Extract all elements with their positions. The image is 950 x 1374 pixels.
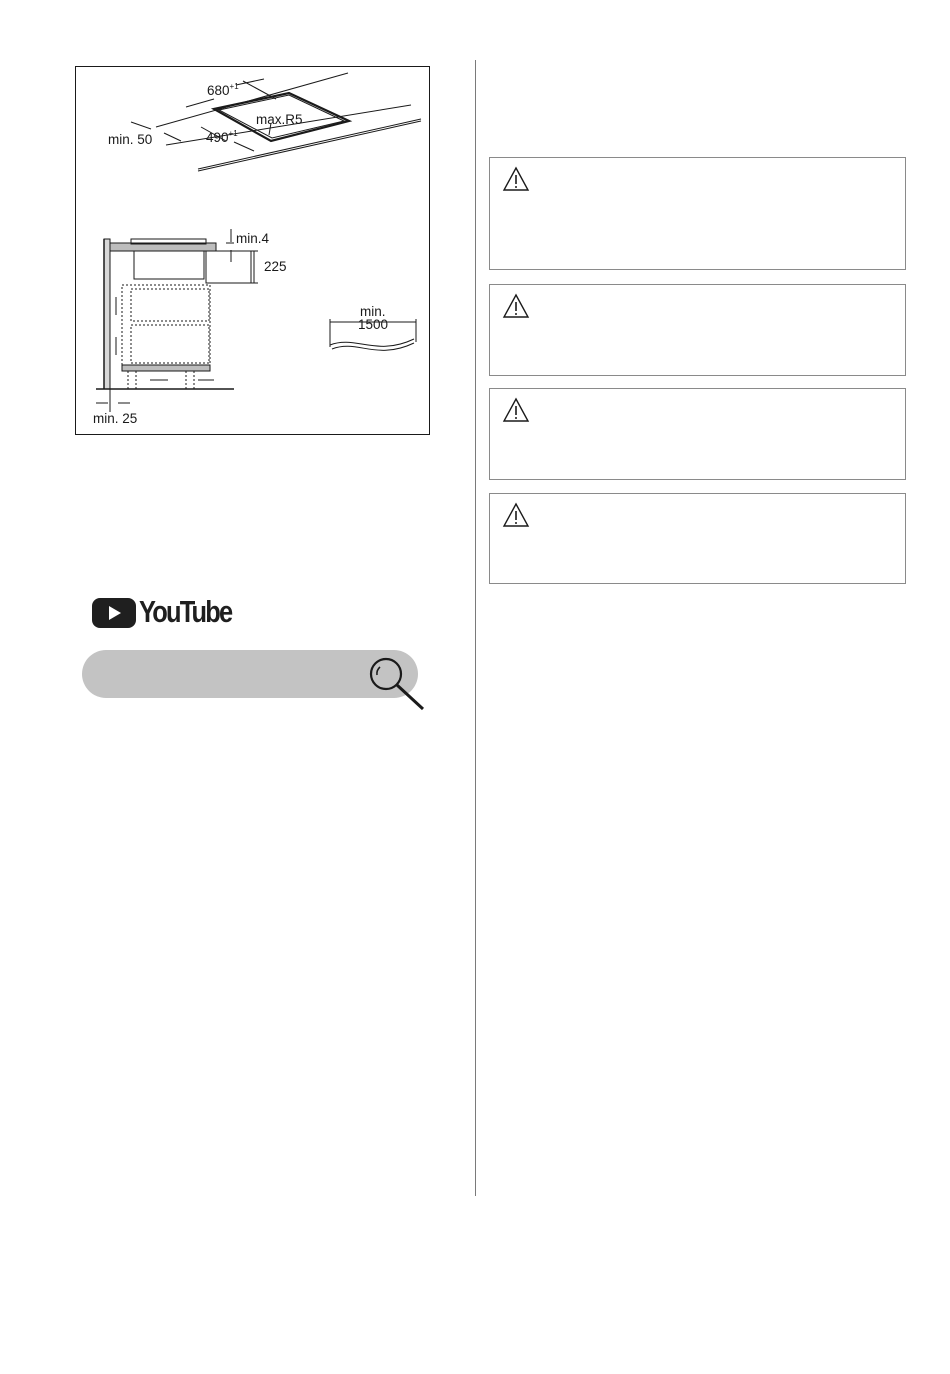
- warning-box-1: [489, 157, 906, 270]
- installation-drawing: [76, 67, 431, 436]
- warning-triangle-icon: [502, 166, 530, 192]
- youtube-wordmark: YouTube: [139, 594, 232, 629]
- warning-triangle-icon: [502, 397, 530, 423]
- svg-text:225: 225: [264, 259, 287, 274]
- svg-text:680+1: $680^{+1}$: [207, 82, 239, 98]
- svg-text:min. 25: min. 25: [93, 411, 138, 426]
- svg-text:min.4: min.4: [236, 231, 270, 246]
- magnifier-icon[interactable]: [367, 655, 427, 713]
- svg-text:1500: 1500: [358, 317, 389, 332]
- youtube-play-icon: [92, 597, 136, 629]
- svg-text:min.: min.: [360, 304, 386, 319]
- warning-triangle-icon: [502, 502, 530, 528]
- svg-text:max.R5: max.R5: [256, 112, 303, 127]
- warning-box-2: [489, 284, 906, 376]
- svg-text:490+1: $490^{+1}$: [206, 129, 238, 145]
- youtube-logo: [92, 594, 232, 631]
- column-divider: [475, 60, 476, 1196]
- installation-diagram: [75, 66, 430, 435]
- svg-text:min. 50: min. 50: [108, 132, 153, 147]
- warning-triangle-icon: [502, 293, 530, 319]
- warning-box-3: [489, 388, 906, 480]
- warning-box-4: [489, 493, 906, 584]
